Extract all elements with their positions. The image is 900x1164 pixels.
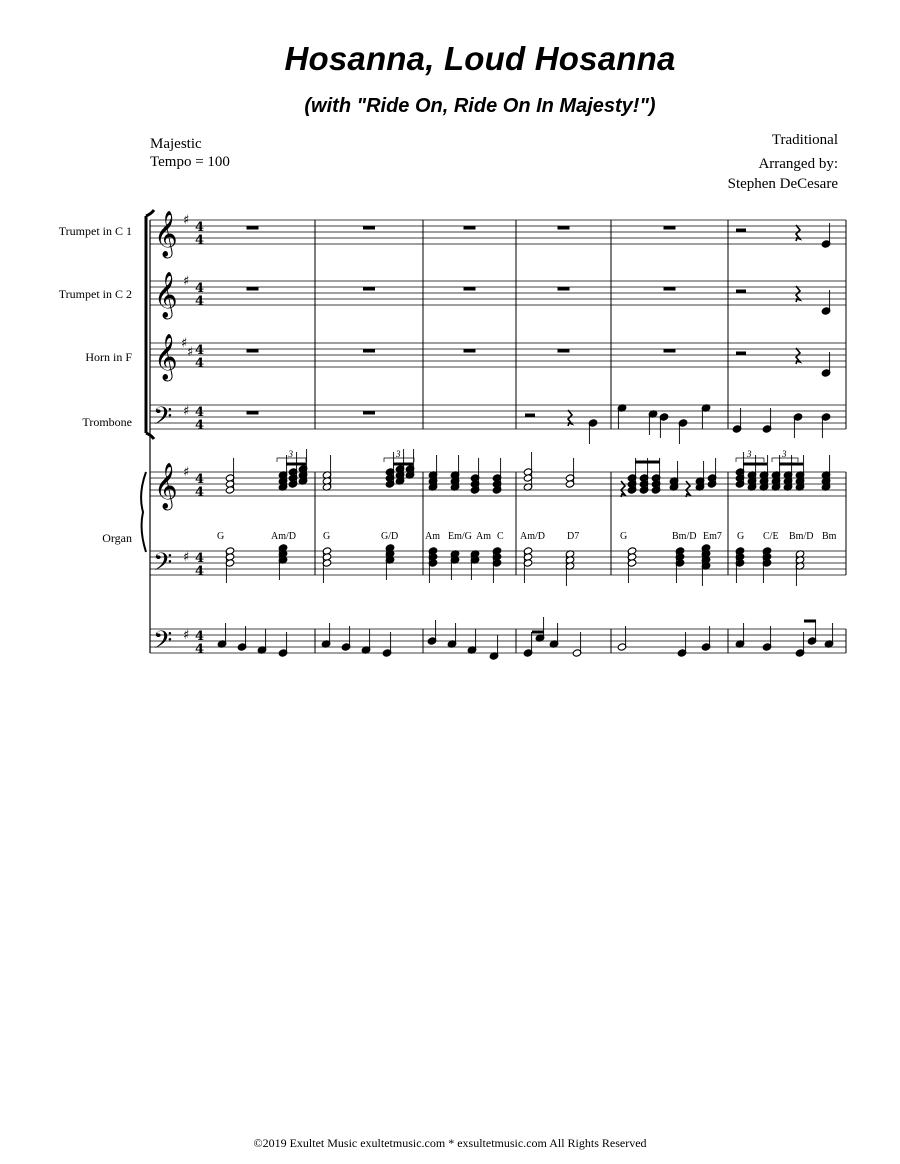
time-signature-bottom: 4 xyxy=(195,294,205,309)
tempo-text: Majestic xyxy=(150,136,202,152)
bass-clef: 𝄢 xyxy=(153,402,173,437)
triplet-number: 3 xyxy=(782,449,787,459)
chord-symbol: G/D xyxy=(381,531,399,542)
whole-rest xyxy=(363,411,375,415)
whole-rest xyxy=(558,349,570,353)
triplet-number: 3 xyxy=(747,449,752,459)
arranger-label: Arranged by: xyxy=(758,156,838,172)
chord-symbol: Am/D xyxy=(271,531,296,542)
quarter-rest xyxy=(796,225,800,241)
arranger: Stephen DeCesare xyxy=(727,176,838,192)
whole-rest xyxy=(664,349,676,353)
organ-brace xyxy=(141,472,146,552)
chord-symbol: G xyxy=(217,531,225,542)
triplet-number: 3 xyxy=(288,449,293,459)
whole-rest xyxy=(247,226,259,230)
whole-rest xyxy=(558,287,570,291)
time-signature-top: 4 xyxy=(195,629,205,644)
key-sharp: ♯ xyxy=(183,550,190,565)
composer: Traditional xyxy=(771,132,838,148)
score-subtitle: (with "Ride On, Ride On In Majesty!") xyxy=(304,95,656,117)
key-sharp: ♯ xyxy=(183,274,190,289)
half-rest xyxy=(736,229,746,233)
whole-rest xyxy=(464,349,476,353)
chord-symbol: Em7 xyxy=(703,531,722,542)
copyright-footer: ©2019 Exultet Music exultetmusic.com * exsultetmusic.com All Rights Reserved xyxy=(253,1136,647,1150)
key-sharp: ♯ xyxy=(181,336,188,351)
chord-symbol: C xyxy=(497,531,504,542)
tempo-mark: Tempo = 100 xyxy=(150,154,230,170)
chord-symbol: Am/D xyxy=(520,531,545,542)
time-signature-top: 4 xyxy=(195,405,205,420)
half-rest xyxy=(525,414,535,418)
key-sharp: ♯ xyxy=(183,213,190,228)
whole-rest xyxy=(664,226,676,230)
time-signature-top: 4 xyxy=(195,472,205,487)
half-rest xyxy=(736,352,746,356)
whole-rest xyxy=(247,349,259,353)
treble-clef: 𝄞 xyxy=(154,334,178,380)
chord-symbol: D7 xyxy=(567,531,580,542)
half-rest xyxy=(736,290,746,294)
whole-rest xyxy=(558,226,570,230)
chord-symbol: Am xyxy=(425,531,440,542)
quarter-rest xyxy=(796,348,800,364)
time-signature-bottom: 4 xyxy=(195,485,205,500)
treble-clef: 𝄞 xyxy=(154,272,178,318)
instrument-label-organ: Organ xyxy=(102,531,132,545)
chord-symbol: Am xyxy=(476,531,491,542)
score-title: Hosanna, Loud Hosanna xyxy=(284,40,676,77)
bass-clef: 𝄢 xyxy=(153,548,173,583)
time-signature-bottom: 4 xyxy=(195,642,205,657)
time-signature-top: 4 xyxy=(195,220,205,235)
whole-rest xyxy=(247,411,259,415)
bass-clef: 𝄢 xyxy=(153,626,173,661)
instrument-label: Horn in F xyxy=(85,350,132,364)
chord-symbol: Bm xyxy=(822,531,837,542)
time-signature-top: 4 xyxy=(195,281,205,296)
time-signature-bottom: 4 xyxy=(195,233,205,248)
quarter-rest xyxy=(621,481,625,497)
whole-rest xyxy=(247,287,259,291)
chord-symbol: Em/G xyxy=(448,531,472,542)
treble-clef: 𝄞 xyxy=(154,463,178,509)
time-signature-bottom: 4 xyxy=(195,356,205,371)
staff-trombone xyxy=(150,405,846,429)
whole-rest xyxy=(363,226,375,230)
chord-symbol: Bm/D xyxy=(789,531,814,542)
key-sharp: ♯ xyxy=(183,628,190,643)
time-signature-top: 4 xyxy=(195,551,205,566)
chord-symbol: Bm/D xyxy=(672,531,697,542)
key-sharp: ♯ xyxy=(183,465,190,480)
whole-rest xyxy=(363,349,375,353)
quarter-rest xyxy=(686,481,690,497)
time-signature-top: 4 xyxy=(195,343,205,358)
treble-clef: 𝄞 xyxy=(154,211,178,257)
chord-symbol: G xyxy=(737,531,745,542)
quarter-rest xyxy=(568,410,572,426)
instrument-label: Trumpet in C 1 xyxy=(58,224,132,238)
instrument-label: Trumpet in C 2 xyxy=(58,287,132,301)
key-sharp: ♯ xyxy=(183,404,190,419)
whole-rest xyxy=(464,226,476,230)
chord-symbol: G xyxy=(323,531,331,542)
quarter-rest xyxy=(796,286,800,302)
chord-symbol: C/E xyxy=(763,531,779,542)
time-signature-bottom: 4 xyxy=(195,418,205,433)
chord-symbol: G xyxy=(620,531,628,542)
whole-rest xyxy=(464,287,476,291)
key-sharp: ♯ xyxy=(187,345,194,360)
whole-rest xyxy=(363,287,375,291)
instrument-label: Trombone xyxy=(82,415,132,429)
time-signature-bottom: 4 xyxy=(195,564,205,579)
triplet-number: 3 xyxy=(396,449,401,459)
whole-rest xyxy=(664,287,676,291)
